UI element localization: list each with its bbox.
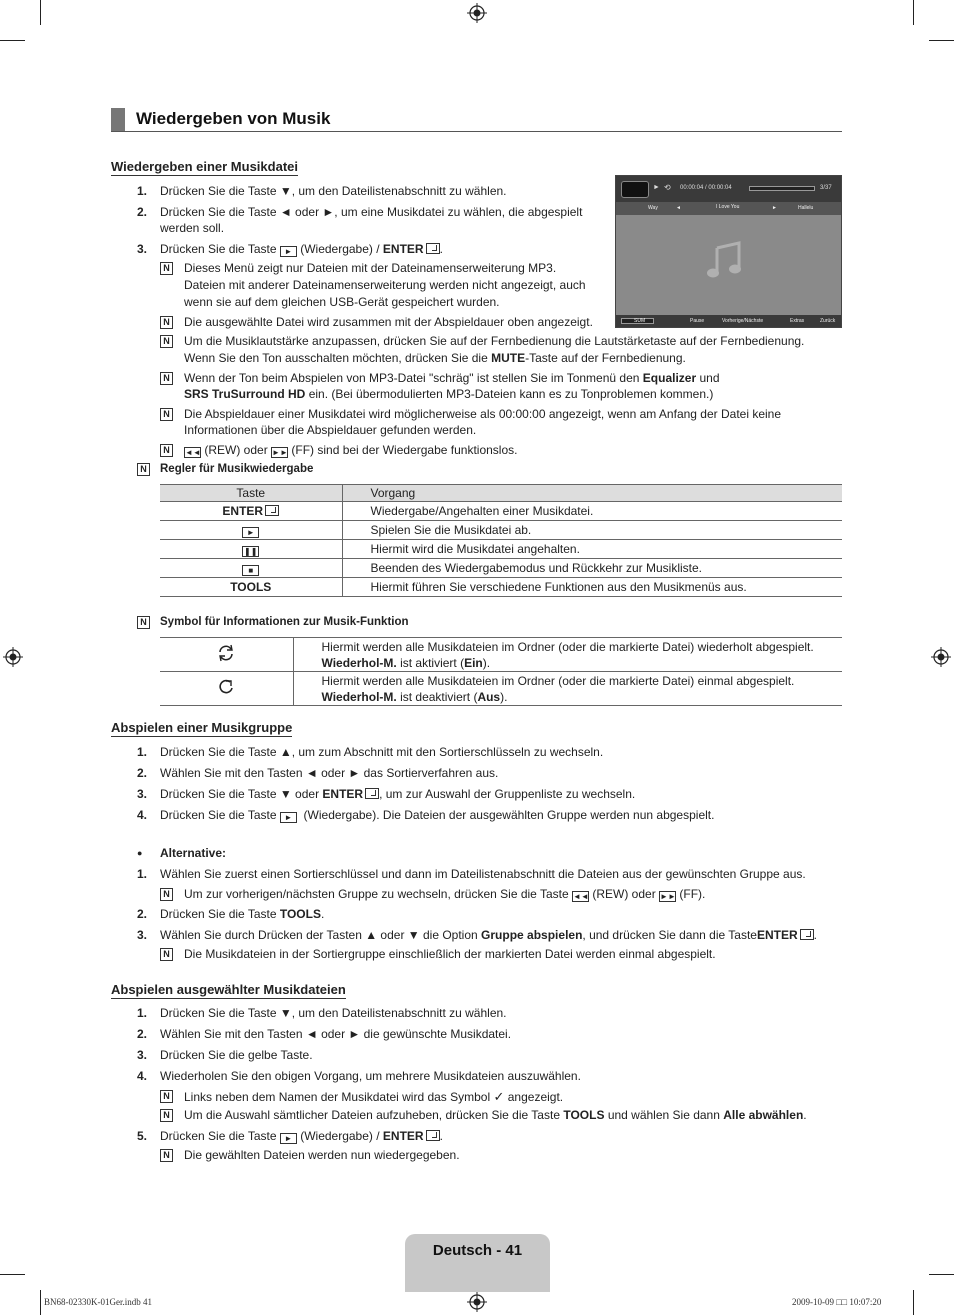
table-row	[160, 521, 842, 540]
track-list-bar	[616, 202, 841, 215]
music-note-icon	[707, 240, 743, 280]
page-title: Wiedergeben von Musik	[136, 109, 331, 128]
crop-mark	[913, 1290, 914, 1315]
note-text: Dieses Menü zeigt nur Dateien mit der Dateinamenserweiterung MP3.	[184, 261, 557, 275]
note-icon: N	[160, 408, 173, 421]
note-text: Die ausgewählte Datei wird zusammen mit der Abspieldauer oben angezeigt.	[184, 315, 593, 329]
step-text: Wählen Sie durch Drücken der Tasten ▲ oder ▼ die Option Gruppe abspielen, und drücken Sie dann die TasteENTER .	[160, 928, 817, 942]
table-row	[160, 638, 842, 672]
note-icon: N	[137, 616, 150, 629]
note-text: SRS TruSurround HD ein. (Bei übermodulierten MP3-Dateien kann es zu Tonproblemen kommen.)	[184, 387, 714, 401]
step-text: Drücken Sie die gelbe Taste.	[160, 1048, 313, 1062]
prev-track-label: Way	[648, 205, 658, 211]
table-row	[160, 540, 842, 559]
step-number: 4.	[137, 1069, 148, 1083]
play-key-icon: ►	[280, 1133, 297, 1144]
action-cell: Hiermit wird die Musikdatei angehalten.	[342, 540, 842, 559]
step-text: Drücken Sie die Taste ► (Wiedergabe) / ENTER .	[160, 242, 443, 256]
note-text: Dateien mit anderer Dateinamenserweiterung werden nicht angezeigt, auch	[184, 278, 586, 292]
step-text: Wählen Sie mit den Tasten ◄ oder ► das Sortierverfahren aus.	[160, 766, 499, 780]
back-hint: Zurück	[820, 318, 836, 324]
enter-key-icon	[426, 243, 440, 254]
symbol-description	[293, 672, 842, 706]
alternative-label: Alternative:	[160, 846, 227, 860]
step-number: 4.	[137, 808, 148, 822]
description-line: Hiermit werden alle Musikdateien im Ordner (oder die markierte Datei) wiederholt abgespielt.	[321, 639, 814, 654]
step-text: Wählen Sie mit den Tasten ◄ oder ► die gewünschte Musikdatei.	[160, 1027, 512, 1041]
heading-bar	[111, 108, 125, 131]
sum-button: SUM	[621, 318, 654, 324]
progress-bar	[749, 186, 815, 191]
subheading-play-group: Abspielen einer Musikgruppe	[111, 720, 293, 735]
step-number: 1.	[137, 867, 148, 881]
step-text: werden soll.	[160, 221, 225, 235]
key-cell	[160, 521, 342, 540]
note-icon: N	[137, 463, 150, 476]
note-text: wenn sie auf dem gleichen USB-Gerät gespeichert wurden.	[184, 295, 500, 309]
symbols-heading: Symbol für Informationen zur Musik-Funktion	[160, 616, 409, 628]
step-number: 3.	[137, 928, 148, 942]
play-time: 00:00:04 / 00:00:04	[680, 185, 732, 191]
section-heading	[111, 108, 842, 132]
action-cell: Hiermit führen Sie verschiedene Funktionen aus den Musikmenüs aus.	[342, 578, 842, 597]
step-number: 1.	[137, 184, 148, 198]
step-number: 2.	[137, 766, 148, 780]
fast-forward-key-icon: ►►	[272, 448, 288, 457]
note-text: Die Abspieldauer einer Musikdatei wird möglicherweise als 00:00:00 angezeigt, wenn am Anfang der Datei keine	[184, 407, 782, 421]
step-number: 3.	[137, 787, 148, 801]
repeat-icon: ⟲	[664, 183, 671, 192]
action-cell: Wiedergabe/Angehalten einer Musikdatei.	[342, 502, 842, 521]
key-cell: ENTER	[160, 502, 342, 521]
registration-mark-icon	[467, 3, 487, 23]
registration-mark-icon	[931, 647, 951, 667]
enter-key-icon	[426, 1130, 440, 1141]
column-header: Vorgang	[342, 485, 842, 502]
step-text: Drücken Sie die Taste ▼, um den Dateilistenabschnitt zu wählen.	[160, 1006, 507, 1020]
repeat-all-icon	[216, 644, 236, 662]
step-number: 3.	[137, 1048, 148, 1062]
crop-mark	[0, 1274, 25, 1275]
note-text: Die gewählten Dateien werden nun wiedergegeben.	[184, 1148, 460, 1162]
step-number: 1.	[137, 1006, 148, 1020]
crop-mark	[40, 1290, 41, 1315]
note-icon: N	[160, 372, 173, 385]
step-text: Drücken Sie die Taste ► (Wiedergabe) / ENTER .	[160, 1129, 443, 1143]
stop-key-icon: ■	[242, 565, 259, 576]
step-text: Drücken Sie die Taste ▲, um zum Abschnitt mit den Sortierschlüsseln zu wechseln.	[160, 745, 604, 759]
step-text: Wählen Sie zuerst einen Sortierschlüssel und dann im Dateilistenabschnitt die Dateien aus der gewünschten Gruppe aus.	[160, 867, 806, 881]
action-cell: Spielen Sie die Musikdatei ab.	[342, 521, 842, 540]
player-top-bar	[616, 176, 841, 202]
note-icon: N	[160, 1149, 173, 1162]
table-header-row	[160, 485, 842, 502]
note-text: Die Musikdateien in der Sortiergruppe einschließlich der markierten Datei werden einmal abgespielt.	[184, 947, 716, 961]
table-row	[160, 559, 842, 578]
enter-key-icon	[265, 505, 279, 516]
play-icon: ►	[653, 184, 660, 191]
note-icon: N	[160, 1109, 173, 1122]
step-number: 1.	[137, 745, 148, 759]
icon-cell	[160, 638, 293, 672]
page-number: Deutsch - 41	[432, 1242, 523, 1259]
right-arrow-icon: ►	[772, 205, 777, 211]
step-text: Drücken Sie die Taste ► (Wiedergabe). Die Dateien der ausgewählten Gruppe werden nun abgespielt.	[160, 808, 715, 822]
note-text: Um zur vorherigen/nächsten Gruppe zu wechseln, drücken Sie die Taste ◄◄ (REW) oder ►► (FF).	[184, 887, 706, 901]
key-cell	[160, 540, 342, 559]
column-header: Taste	[160, 485, 342, 502]
bullet-icon: ●	[137, 848, 143, 858]
enter-key-icon	[365, 788, 379, 799]
note-icon: N	[160, 316, 173, 329]
note-text: Links neben dem Namen der Musikdatei wird das Symbol ✓ angezeigt.	[184, 1089, 564, 1104]
track-count: 3/37	[820, 185, 832, 191]
table-row	[160, 672, 842, 706]
step-number: 2.	[137, 907, 148, 921]
note-icon: N	[160, 444, 173, 457]
step-number: 2.	[137, 205, 148, 219]
controls-heading: Regler für Musikwiedergabe	[160, 463, 314, 475]
print-date-label: 2009-10-09 □□ 10:07:20	[792, 1297, 882, 1307]
pause-hint: Pause	[690, 318, 705, 324]
symbols-table	[160, 637, 842, 706]
step-number: 2.	[137, 1027, 148, 1041]
note-text: Informationen über die Abspieldauer gefunden werden.	[184, 423, 477, 437]
rewind-key-icon: ◄◄	[573, 892, 589, 901]
play-key-icon: ►	[280, 812, 297, 823]
note-text: ◄◄ (REW) oder ►► (FF) sind bei der Wiedergabe funktionslos.	[185, 443, 518, 457]
crop-mark	[0, 40, 25, 41]
step-text: Drücken Sie die Taste ▼ oder ENTER , um zur Auswahl der Gruppenliste zu wechseln.	[160, 787, 636, 801]
description-line: Wiederhol-M. ist deaktiviert (Aus).	[321, 689, 508, 704]
note-icon: N	[160, 1090, 173, 1103]
current-track-label: I Love You	[716, 204, 740, 210]
table-row	[160, 502, 842, 521]
note-icon: N	[160, 335, 173, 348]
page-number-tab	[405, 1234, 550, 1292]
play-key-icon: ►	[280, 246, 297, 257]
note-text: Um die Musiklautstärke anzupassen, drücken Sie auf der Fernbedienung die Lautstärketaste auf der Fernbedienung.	[184, 334, 805, 348]
description-line: Hiermit werden alle Musikdateien im Ordner (oder die markierte Datei) einmal abgespielt.	[321, 673, 795, 688]
music-player-screenshot	[615, 175, 842, 328]
left-arrow-icon: ◄	[676, 205, 681, 211]
step-text: Drücken Sie die Taste ▼, um den Dateilistenabschnitt zu wählen.	[160, 184, 507, 198]
step-number: 3.	[137, 242, 148, 256]
subheading-play-file: Wiedergeben einer Musikdatei	[111, 159, 298, 174]
rewind-key-icon: ◄◄	[185, 448, 201, 457]
player-bottom-bar	[616, 315, 841, 327]
action-cell: Beenden des Wiedergabemodus und Rückkehr zur Musikliste.	[342, 559, 842, 578]
crop-mark	[929, 1274, 954, 1275]
step-text: Drücken Sie die Taste ◄ oder ►, um eine Musikdatei zu wählen, die abgespielt	[160, 205, 583, 219]
crop-mark	[913, 0, 914, 25]
subheading-play-selected: Abspielen ausgewählter Musikdateien	[111, 982, 346, 997]
note-icon: N	[160, 262, 173, 275]
table-row	[160, 578, 842, 597]
note-text: Wenn der Ton beim Abspielen von MP3-Datei "schräg" ist stellen Sie im Tonmenü den Equalizer und	[184, 371, 720, 385]
note-icon: N	[160, 948, 173, 961]
icon-cell	[160, 672, 293, 706]
enter-key-icon	[800, 929, 814, 940]
next-track-label: Hallelu	[798, 205, 814, 211]
checkmark-icon: ✓	[493, 1089, 505, 1104]
note-text: Wenn Sie den Ton ausschalten möchten, drücken Sie die MUTE-Taste auf der Fernbedienung.	[184, 351, 686, 365]
controls-table	[160, 484, 842, 597]
step-text: Wiederholen Sie den obigen Vorgang, um mehrere Musikdateien auszuwählen.	[160, 1069, 581, 1083]
note-icon: N	[160, 888, 173, 901]
key-cell: TOOLS	[160, 578, 342, 597]
repeat-once-icon	[216, 678, 236, 696]
symbol-description	[293, 638, 842, 672]
crop-mark	[40, 0, 41, 25]
print-file-label: BN68-02330K-01Ger.indb 41	[44, 1297, 152, 1307]
note-text: Um die Auswahl sämtlicher Dateien aufzuheben, drücken Sie die Taste TOOLS und wählen Sie dann Alle abwählen.	[184, 1108, 807, 1122]
step-number: 5.	[137, 1129, 148, 1143]
registration-mark-icon	[3, 647, 23, 667]
pause-key-icon: ❚❚	[244, 546, 258, 556]
fast-forward-key-icon: ►►	[660, 892, 676, 901]
description-line: Wiederhol-M. ist aktiviert (Ein).	[321, 655, 491, 670]
prev-next-hint: Vorherige/Nächste	[722, 318, 764, 324]
step-text: Drücken Sie die Taste TOOLS.	[160, 907, 325, 921]
crop-mark	[929, 40, 954, 41]
key-cell	[160, 559, 342, 578]
usb-device-icon	[621, 181, 649, 198]
play-key-icon: ►	[242, 527, 259, 538]
registration-mark-icon	[467, 1292, 487, 1312]
extras-hint: Extras	[790, 318, 805, 324]
